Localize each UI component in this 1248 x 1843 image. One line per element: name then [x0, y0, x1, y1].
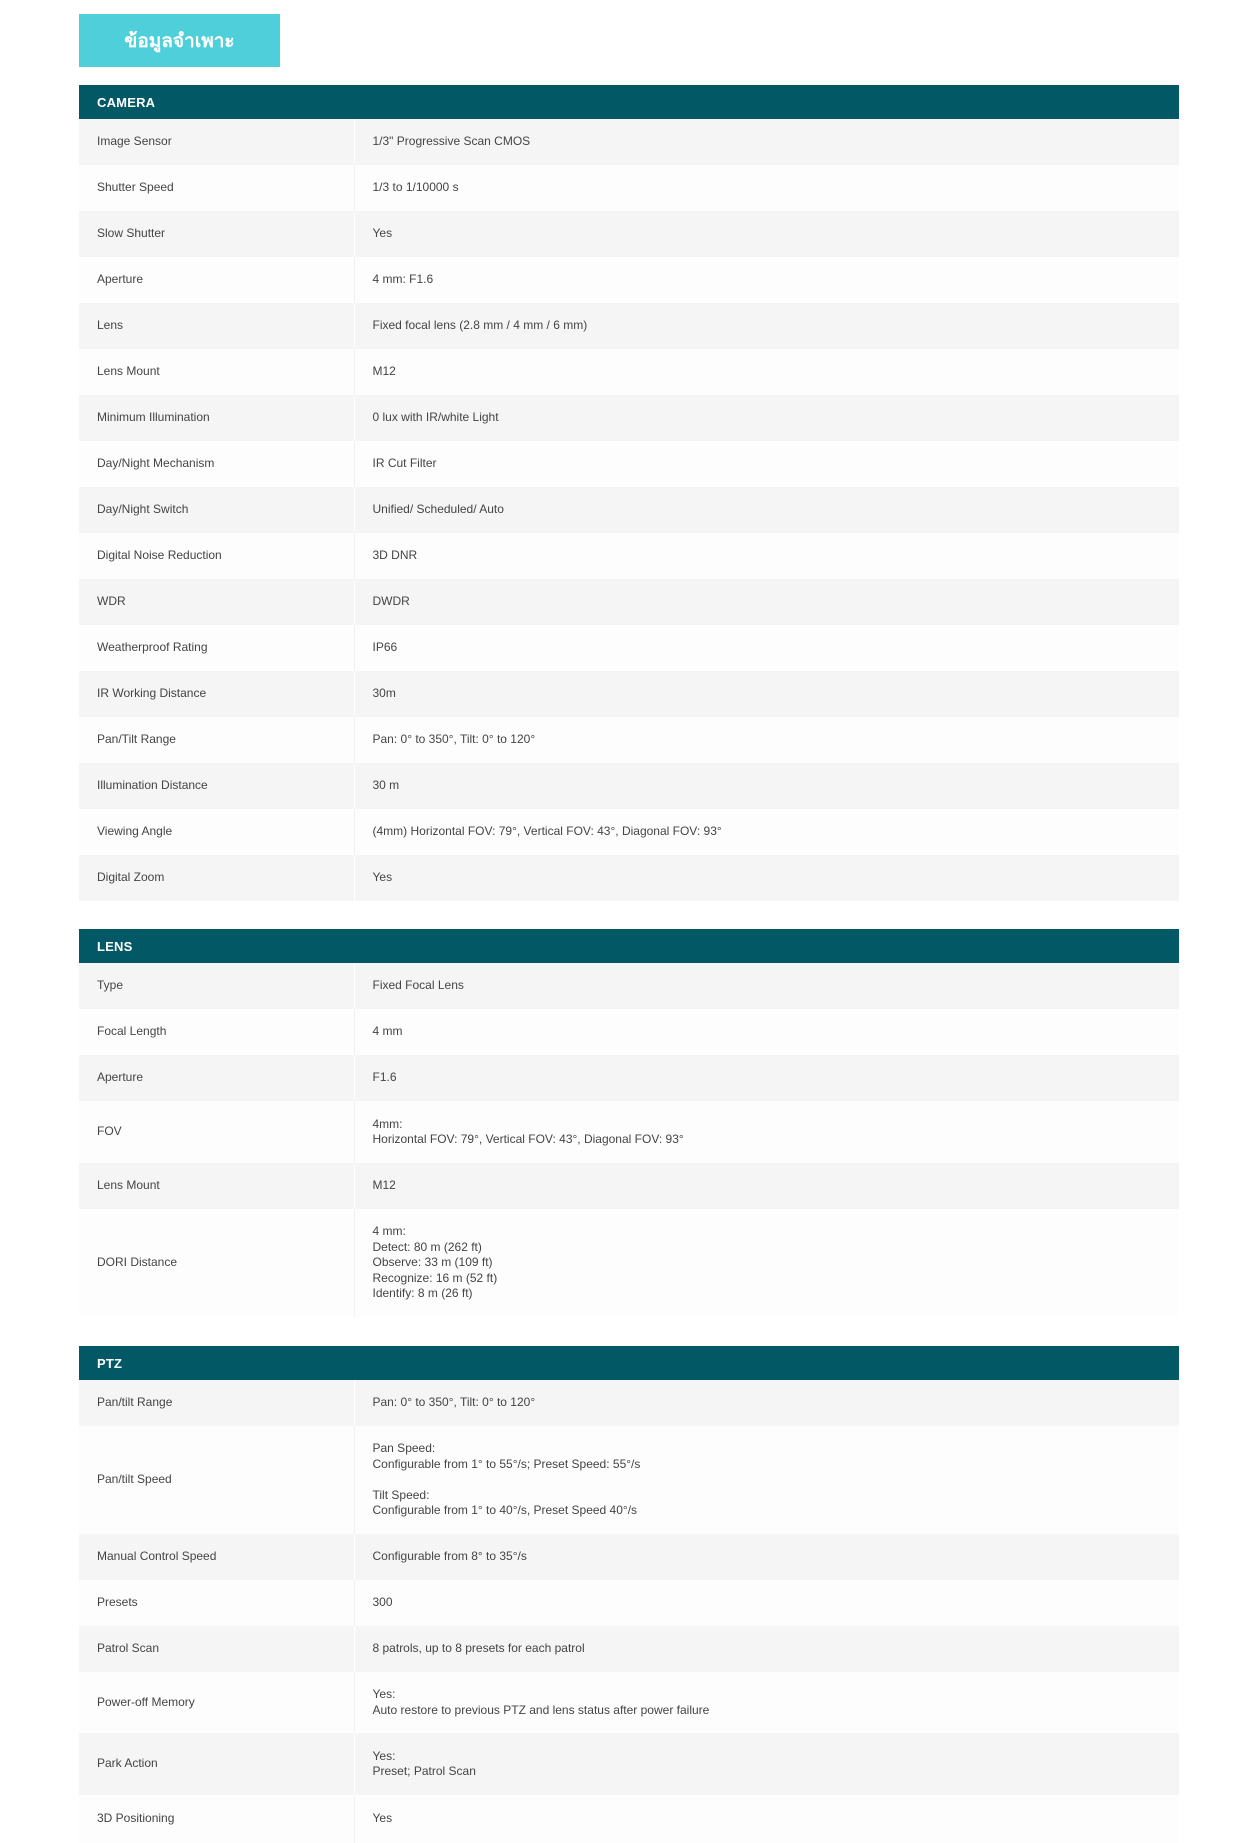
- table-row: [79, 533, 1179, 579]
- table-row: [79, 211, 1179, 257]
- table-row: [79, 1380, 1179, 1426]
- spec-value: Pan: 0° to 350°, Tilt: 0° to 120°: [354, 717, 1179, 763]
- section-ptz: [79, 1346, 1179, 1843]
- spec-label: WDR: [79, 579, 354, 625]
- table-row: [79, 1101, 1179, 1163]
- section-lens: [79, 929, 1179, 1317]
- spec-label: Viewing Angle: [79, 809, 354, 855]
- spec-value: Configurable from 8° to 35°/s: [354, 1534, 1179, 1580]
- spec-value: M12: [354, 1163, 1179, 1209]
- spec-value: 0 lux with IR/white Light: [354, 395, 1179, 441]
- spec-label: FOV: [79, 1101, 354, 1163]
- spec-value: 300: [354, 1580, 1179, 1626]
- spec-value: Pan: 0° to 350°, Tilt: 0° to 120°: [354, 1380, 1179, 1426]
- table-row: [79, 1534, 1179, 1580]
- table-row: [79, 1163, 1179, 1209]
- spec-table-lens: [79, 963, 1179, 1317]
- spec-value: Yes: [354, 211, 1179, 257]
- spec-value: Yes: Preset; Patrol Scan: [354, 1733, 1179, 1795]
- spec-label: Illumination Distance: [79, 763, 354, 809]
- spec-label: Aperture: [79, 1055, 354, 1101]
- spec-value: Fixed Focal Lens: [354, 963, 1179, 1009]
- table-row: [79, 809, 1179, 855]
- spec-value: F1.6: [354, 1055, 1179, 1101]
- spec-value: 3D DNR: [354, 533, 1179, 579]
- spec-value: Unified/ Scheduled/ Auto: [354, 487, 1179, 533]
- table-row: [79, 671, 1179, 717]
- spec-value: DWDR: [354, 579, 1179, 625]
- table-row: [79, 963, 1179, 1009]
- table-row: [79, 303, 1179, 349]
- spec-value: 4 mm: Detect: 80 m (262 ft) Observe: 33 m (109 ft) Recognize: 16 m (52 ft) Identify: 8 m (26 ft): [354, 1209, 1179, 1317]
- table-row: [79, 441, 1179, 487]
- table-row: [79, 1795, 1179, 1843]
- section-header: PTZ: [79, 1346, 1179, 1380]
- spec-value: (4mm) Horizontal FOV: 79°, Vertical FOV: 43°, Diagonal FOV: 93°: [354, 809, 1179, 855]
- table-row: [79, 717, 1179, 763]
- spec-label: Minimum Illumination: [79, 395, 354, 441]
- table-row: [79, 1733, 1179, 1795]
- spec-label: Image Sensor: [79, 119, 354, 165]
- spec-value: Yes: Auto restore to previous PTZ and lens status after power failure: [354, 1672, 1179, 1733]
- table-row: [79, 855, 1179, 901]
- spec-label: Digital Noise Reduction: [79, 533, 354, 579]
- table-row: [79, 763, 1179, 809]
- spec-label: Digital Zoom: [79, 855, 354, 901]
- spec-value: 1/3" Progressive Scan CMOS: [354, 119, 1179, 165]
- spec-value: Pan Speed: Configurable from 1° to 55°/s; Preset Speed: 55°/s Tilt Speed: Configurable from 1° to 40°/s, Preset Speed 40°/s: [354, 1426, 1179, 1534]
- table-row: [79, 1426, 1179, 1534]
- spec-value: IR Cut Filter: [354, 441, 1179, 487]
- spec-value: 4 mm: F1.6: [354, 257, 1179, 303]
- spec-label: Lens: [79, 303, 354, 349]
- table-row: [79, 1009, 1179, 1055]
- table-row: [79, 349, 1179, 395]
- spec-value: IP66: [354, 625, 1179, 671]
- spec-label: Day/Night Mechanism: [79, 441, 354, 487]
- spec-value: 1/3 to 1/10000 s: [354, 165, 1179, 211]
- specifications-tab[interactable]: ข้อมูลจำเพาะ: [79, 14, 280, 67]
- table-row: [79, 625, 1179, 671]
- spec-label: Day/Night Switch: [79, 487, 354, 533]
- spec-value: 30 m: [354, 763, 1179, 809]
- spec-label: IR Working Distance: [79, 671, 354, 717]
- spec-label: Shutter Speed: [79, 165, 354, 211]
- spec-label: Weatherproof Rating: [79, 625, 354, 671]
- table-row: [79, 395, 1179, 441]
- table-row: [79, 1580, 1179, 1626]
- spec-label: Presets: [79, 1580, 354, 1626]
- table-row: [79, 579, 1179, 625]
- spec-label: Power-off Memory: [79, 1672, 354, 1733]
- spec-value: 4mm: Horizontal FOV: 79°, Vertical FOV: 43°, Diagonal FOV: 93°: [354, 1101, 1179, 1163]
- spec-value: 4 mm: [354, 1009, 1179, 1055]
- table-row: [79, 1209, 1179, 1317]
- spec-label: Patrol Scan: [79, 1626, 354, 1672]
- spec-value: Fixed focal lens (2.8 mm / 4 mm / 6 mm): [354, 303, 1179, 349]
- spec-table-camera: [79, 119, 1179, 901]
- spec-label: Manual Control Speed: [79, 1534, 354, 1580]
- section-camera: [79, 85, 1179, 901]
- table-row: [79, 1055, 1179, 1101]
- spec-label: Type: [79, 963, 354, 1009]
- spec-label: DORI Distance: [79, 1209, 354, 1317]
- spec-label: Pan/tilt Range: [79, 1380, 354, 1426]
- table-row: [79, 1672, 1179, 1733]
- spec-label: Pan/tilt Speed: [79, 1426, 354, 1534]
- spec-label: 3D Positioning: [79, 1795, 354, 1843]
- spec-value: Yes: [354, 1795, 1179, 1843]
- spec-label: Pan/Tilt Range: [79, 717, 354, 763]
- spec-label: Aperture: [79, 257, 354, 303]
- section-header: LENS: [79, 929, 1179, 963]
- section-header: CAMERA: [79, 85, 1179, 119]
- spec-value: 30m: [354, 671, 1179, 717]
- spec-table-ptz: [79, 1380, 1179, 1843]
- spec-label: Lens Mount: [79, 1163, 354, 1209]
- table-row: [79, 257, 1179, 303]
- spec-value: Yes: [354, 855, 1179, 901]
- spec-label: Focal Length: [79, 1009, 354, 1055]
- spec-label: Slow Shutter: [79, 211, 354, 257]
- table-row: [79, 487, 1179, 533]
- spec-value: 8 patrols, up to 8 presets for each patrol: [354, 1626, 1179, 1672]
- table-row: [79, 1626, 1179, 1672]
- table-row: [79, 165, 1179, 211]
- spec-label: Park Action: [79, 1733, 354, 1795]
- table-row: [79, 119, 1179, 165]
- spec-value: M12: [354, 349, 1179, 395]
- spec-label: Lens Mount: [79, 349, 354, 395]
